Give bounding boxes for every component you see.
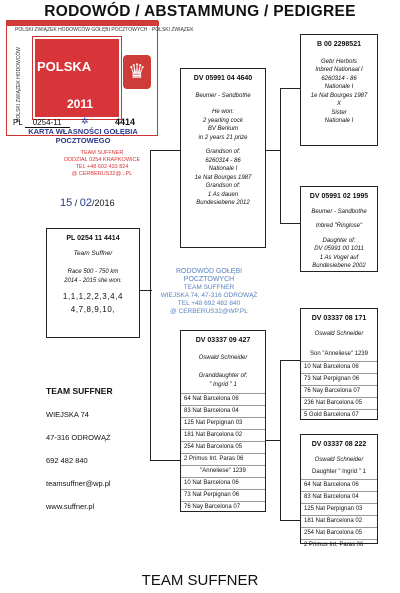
stamp-line: RODOWÓD GOŁĘBI POCZTOWYCH: [175, 268, 243, 283]
ds-result-row: 76 Nay Barcelona 07: [301, 385, 377, 397]
connector: [266, 440, 280, 441]
dam-result-row: 181 Nat Barcelona 02: [181, 429, 265, 441]
note-line: " Ingrid " 1: [209, 381, 237, 388]
note-line: Nationale I: [324, 118, 354, 124]
date-day: 15: [60, 197, 73, 209]
sd-breeder: Beumer - Sandbothe: [311, 208, 367, 215]
note-line: Grandson of:: [205, 149, 241, 155]
dd-result-row: 64 Nat Barcelona 06: [301, 479, 377, 491]
note-line: Bundesiebene 2012: [196, 200, 250, 206]
sire-sire-box: [300, 34, 378, 146]
note-line: Daughter of:: [322, 237, 356, 244]
note-line: Inbred "Ringlose": [315, 223, 363, 229]
connector: [280, 360, 300, 361]
bird-code: PL 0254 11 4414: [66, 235, 120, 242]
dam-result-row: 64 Nat Barcelona 06: [181, 393, 265, 405]
stamp-line: WIEJSKA 74, 47-316 ODROWĄŻ: [160, 292, 258, 299]
club-stamp: [52, 150, 152, 178]
connector: [280, 88, 300, 89]
connector: [280, 520, 300, 521]
note-line: 6260314 - 86: [321, 75, 357, 82]
bird-owner: Team Suffner: [73, 249, 113, 257]
ss-code: B 00 2298521: [317, 41, 361, 48]
bird-prizes: 4,7,8,9,10,: [70, 304, 116, 314]
connector: [150, 460, 180, 461]
sd-code: DV 05991 02 1995: [309, 193, 369, 200]
club-stamp-line: ODDZIAŁ 0254 KRAPKOWICE: [63, 157, 141, 163]
ss-breeder: Gebr Herbots: [320, 58, 357, 65]
dam-result-row: 83 Nat Barcelona 04: [181, 405, 265, 417]
ring-prefix: PL: [13, 118, 23, 127]
date-month: 02: [79, 197, 93, 209]
note-line: 6260314 - 86: [205, 157, 241, 164]
note-line: 1e Nat Bourges 1987: [310, 92, 368, 99]
issue-date: 15 / 02/2016: [60, 197, 115, 209]
dd-result-row: 181 Nat Barcelona 02: [301, 515, 377, 527]
footer-title: TEAM SUFFNER: [141, 572, 259, 589]
dam-box: [180, 330, 266, 512]
note-line: in 2 years 21 prize: [198, 134, 248, 141]
note-line: Granddaughter of:: [198, 373, 248, 379]
ds-result-row: 5 Gold Barcelona 07: [301, 409, 377, 421]
ownership-card: [6, 20, 194, 145]
connector: [280, 223, 300, 224]
page-title: RODOWÓD / ABSTAMMUNG / PEDIGREE: [44, 3, 356, 20]
dam-result-row: 10 Nat Barcelona 06: [181, 477, 265, 489]
note-line: Bundesiebene 2002: [312, 263, 366, 269]
note-line: Grandson of:: [205, 183, 241, 189]
dd-result-row: 254 Nat Barcelona 05: [301, 527, 377, 539]
connector: [280, 360, 281, 520]
note-line: 1e Nat Bourges 1987: [194, 174, 252, 181]
ring-number: 0254-11: [25, 118, 70, 128]
note-line: Son "Anneliese" 1239: [310, 351, 368, 357]
sire-breeder: Beumer - Sandbothe: [195, 92, 251, 99]
main-bird-box: [46, 228, 140, 338]
club-stamp-line: TEAM SUFFNER: [80, 150, 124, 156]
sire-notes: [181, 108, 265, 208]
sire-dam-box: [300, 186, 378, 272]
dd-result-row: 83 Nat Barcelona 04: [301, 491, 377, 503]
contact-website[interactable]: www.suffner.pl: [46, 502, 95, 511]
card-side-text: POLSKI ZWIĄZEK HODOWCÓW: [16, 46, 22, 122]
dam-result-row: 125 Nat Perpignan 03: [181, 417, 265, 429]
note-line: X: [336, 101, 341, 107]
ds-code: DV 03337 08 171: [311, 315, 367, 322]
dam-breeder: Oswald Schneider: [198, 354, 248, 361]
dd-result-row: 125 Nat Perpignan 03: [301, 503, 377, 515]
card-country: POLSKA: [37, 59, 92, 74]
bird-prizes: 1,1,1,2,2,3,4,4: [62, 292, 124, 301]
sire-box: [180, 68, 266, 248]
note-line: He won:: [211, 109, 234, 115]
date-year: /2016: [92, 198, 115, 208]
star-icon: ✲: [81, 116, 89, 126]
card-caption: KARTA WŁASNOŚCI GOŁĘBIA POCZTOWEGO: [28, 127, 138, 145]
dd-result-row: 2 Primus Int. Paras 06: [301, 539, 377, 551]
dam-result-row: 76 Nay Barcelona 07: [181, 501, 265, 513]
note-line: 2 yearling cock: [202, 117, 244, 124]
contact-city: 47-316 ODROWĄŻ: [46, 433, 111, 442]
note-line: DV 05991 00 1011: [314, 246, 364, 252]
card-serial: 4414: [115, 117, 136, 127]
dam-result-row: "Anneliese" 1239: [181, 465, 265, 477]
dd-breeder: Oswald Schneider: [314, 456, 364, 463]
stamp-line: TEL +48 692 482 840: [177, 300, 241, 307]
dam-result-row: 254 Nat Barcelona 05: [181, 441, 265, 453]
dam-dam-box: [300, 434, 378, 548]
contact-street: WIEJSKA 74: [46, 410, 89, 419]
dam-sire-box: [300, 308, 378, 420]
note-line: Daughter " Ingrid " 1: [312, 469, 366, 475]
sd-notes: [301, 222, 377, 271]
card-year: 2011: [67, 97, 94, 111]
stamp-line: @ CERBERUS32@WP.PL: [170, 308, 248, 315]
club-stamp-line: @ CERBERUS32@...PL: [71, 171, 133, 177]
eagle-icon: ♛: [123, 55, 151, 89]
note-line: Sister: [331, 109, 347, 116]
dam-result-row: 2 Primus Int. Paras 06: [181, 453, 265, 465]
contact-email[interactable]: teamsuffner@wp.pl: [46, 479, 111, 488]
note-line: Nationale I: [208, 166, 238, 172]
dd-code: DV 03337 08 222: [311, 441, 367, 448]
bird-line: 2014 - 2015 she won:: [64, 277, 122, 284]
dam-result-row: 73 Nat Perpignan 06: [181, 489, 265, 501]
contact-phone: 692 482 840: [46, 456, 88, 465]
club-stamp-line: TEL +48 602 433 824: [75, 164, 129, 170]
connector: [280, 88, 281, 223]
bird-line: Race 500 - 750 km: [67, 269, 119, 275]
dam-code: DV 03337 09 427: [195, 337, 251, 344]
sire-code: DV 05991 04 4640: [193, 75, 253, 82]
ds-result-row: 73 Nat Perpignan 06: [301, 373, 377, 385]
card-ring-number: [13, 118, 70, 127]
ds-result-row: 236 Nat Barcelona 05: [301, 397, 377, 409]
note-line: Inbred Nationaal I: [315, 67, 363, 73]
connector: [266, 150, 280, 151]
stamp-line: TEAM SUFFNER: [183, 284, 235, 291]
note-line: 1 As Vogel auf: [319, 254, 359, 261]
card-top-text: POLSKI ZWIĄZEK HODOWCÓW GOŁĘBI POCZTOWYCH · POLSKI ZWIĄZEK: [15, 27, 194, 33]
card-strip: [7, 21, 159, 26]
ss-notes: [301, 66, 377, 126]
note-line: Nationale I: [324, 84, 354, 90]
ds-result-row: 10 Nat Barcelona 06: [301, 361, 377, 373]
ds-breeder: Oswald Schneider: [314, 330, 364, 337]
connector: [150, 150, 180, 151]
note-line: BV Berkum: [207, 126, 239, 132]
contact-name: TEAM SUFFNER: [46, 386, 113, 396]
breeder-stamp: [150, 268, 268, 316]
note-line: 1 As dauen: [207, 191, 239, 198]
